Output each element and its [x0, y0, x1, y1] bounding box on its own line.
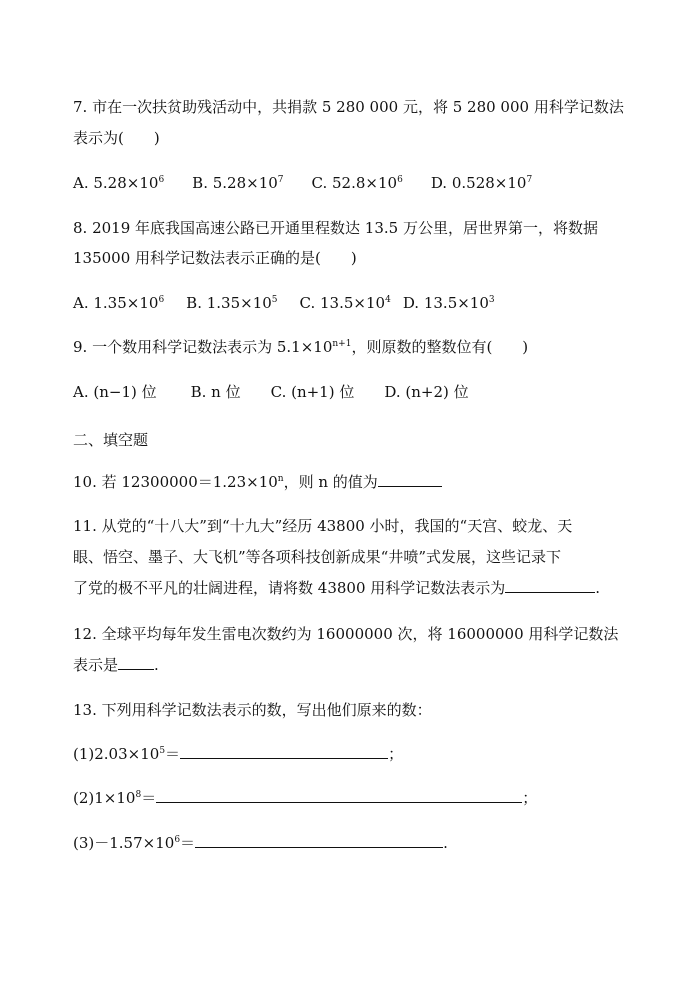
- q9-stem: 9. 一个数用科学记数法表示为 $5.1\times 10^{n+1}$，则原数的整数位有( ): [73, 338, 529, 356]
- q11-answer-blank: [505, 578, 595, 593]
- q9-options: [73, 382, 469, 402]
- q13-item-1: $(1)2.03\times 10^5=$ ；: [73, 745, 404, 763]
- q9-option-c: C. (n+1) 位: [270, 383, 355, 401]
- q8-line-1: 8. 2019 年底我国高速公路已开通里程数达 13.5 万公里，居世界第一，将数据: [73, 219, 598, 237]
- q8-option-b: B. $1.35\times 10^5$: [186, 294, 278, 312]
- q10: 10. 若 $12300000=1.23\times 10^n$，则 n 的值为: [73, 472, 442, 492]
- q13-item-2: $(2)1\times 10^8=$ ；: [73, 789, 538, 807]
- q8-option-d: D. $13.5\times 10^3$: [402, 294, 495, 312]
- q11-line-2: 眼、悟空、墨子、大飞机”等各项科技创新成果“井喷”式发展，这些记录下: [73, 548, 562, 566]
- q7-line-2: 表示为( ): [73, 129, 160, 147]
- q9-option-a: A. (n−1) 位: [73, 383, 157, 401]
- q13-item-2-blank: [156, 788, 522, 803]
- q8-options: [73, 293, 495, 313]
- q7-line-1: 7. 市在一次扶贫助残活动中，共捐款 5 280 000 元，将 5 280 000 用科学记数法: [73, 98, 624, 116]
- q13-item-3-blank: [195, 833, 443, 848]
- q11-line-3: 了党的极不平凡的壮阔进程，请将数 43800 用科学记数法表示为 .: [73, 579, 601, 597]
- q7-option-c: C. $52.8\times 10^6$: [311, 174, 403, 192]
- q13-item-3: $(3)-1.57\times 10^6=$ .: [73, 834, 448, 852]
- q7-option-b: B. $5.28\times 10^7$: [192, 174, 284, 192]
- q7-option-d: D. $0.528\times 10^7$: [430, 174, 533, 192]
- q12-line-1: 12. 全球平均每年发生雷电次数约为 16000000 次，将 16000000 用科学记数法: [73, 625, 619, 643]
- q7-option-a: A. $5.28\times 10^6$: [73, 174, 165, 192]
- q8-option-c: C. $13.5\times 10^4$: [299, 294, 391, 312]
- q9-option-b: B. n 位: [190, 383, 241, 401]
- q10-answer-blank: [378, 472, 442, 487]
- section-title: 二、填空题: [73, 431, 149, 449]
- q11-line-1: 11. 从党的“十八大”到“十九大”经历 43800 小时，我国的“天宫、蛟龙、天: [73, 517, 573, 535]
- q12-line-2: 表示是 .: [73, 656, 159, 674]
- q7-options: [73, 173, 532, 193]
- q12-answer-blank: [118, 655, 154, 670]
- q13-title: 13. 下列用科学记数法表示的数，写出他们原来的数：: [73, 701, 432, 719]
- q8-option-a: A. $1.35\times 10^6$: [73, 294, 165, 312]
- q8-line-2: 135000 用科学记数法表示正确的是( ): [73, 249, 357, 267]
- q9-option-d: D. (n+2) 位: [384, 383, 469, 401]
- q13-item-1-blank: [180, 744, 388, 759]
